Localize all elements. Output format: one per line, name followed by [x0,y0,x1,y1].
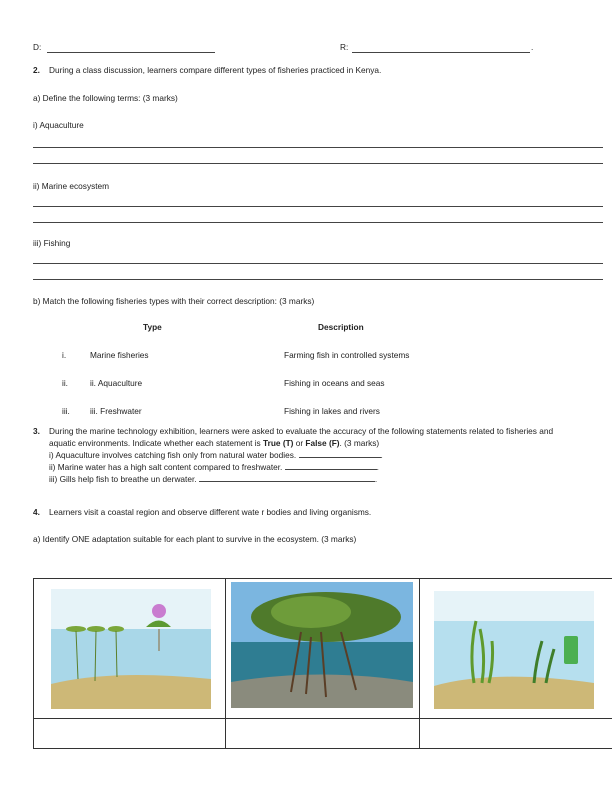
answer-line[interactable] [33,222,603,223]
text: . (3 marks) [339,438,380,448]
answer-blank[interactable] [285,462,377,470]
text: iii) Gills help fish to breathe un derwater. [49,474,197,484]
q2-part-b: b) Match the following fisheries types with their correct description: (3 marks) [33,296,315,306]
q2-stem: During a class discussion, learners compare different types of fisheries practiced in Kenya. [49,65,382,75]
q4-part-a: a) Identify ONE adaptation suitable for each plant to survive in the ecosystem. (3 marks) [33,534,357,544]
row-num: iii. [62,406,70,416]
row-desc: Fishing in oceans and seas [284,378,385,388]
statement-2: ii) Marine water has a high salt content compared to freshwater. . [49,462,379,472]
answer-line[interactable] [33,206,603,207]
r-answer-line[interactable] [352,52,530,53]
floating-plants-illustration [51,589,211,709]
row-num: ii. [62,378,68,388]
true-label: True (T) [263,438,294,448]
r-label: R: [340,42,349,52]
q2-part-a: a) Define the following terms: (3 marks) [33,93,178,103]
row-num: i. [62,350,67,360]
q4-number: 4. [33,507,40,517]
header-description: Description [318,322,364,332]
answer-line[interactable] [33,263,603,264]
text: aquatic environments. Indicate whether each statement is [49,438,263,448]
submerged-plants-illustration [434,591,594,709]
answer-line[interactable] [33,163,603,164]
d-answer-line[interactable] [47,52,215,53]
term-2: ii) Marine ecosystem [33,181,110,191]
statement-3: iii) Gills help fish to breathe un derwater. . [49,474,378,484]
answer-line[interactable] [33,147,603,148]
answer-cell-1[interactable] [33,718,226,749]
text: i) Aquaculture involves catching fish only from natural water bodies. [49,450,297,460]
row-desc: Fishing in lakes and rivers [284,406,380,416]
row-desc: Farming fish in controlled systems [284,350,410,360]
text: ii) Marine water has a high salt content compared to freshwater. [49,462,283,472]
answer-cell-3[interactable] [419,718,612,749]
answer-line[interactable] [33,279,603,280]
answer-cell-2[interactable] [225,718,420,749]
answer-blank[interactable] [199,474,375,482]
statement-1: i) Aquaculture involves catching fish only from natural water bodies. . [49,450,383,460]
header-type: Type [143,322,162,332]
mangrove-photo [231,582,413,708]
q3-line1: During the marine technology exhibition, learners were asked to evaluate the accuracy of the following statements related to fisheries and [49,426,554,436]
text: or [293,438,306,448]
false-label: False (F) [305,438,340,448]
q3-line2 [49,438,379,448]
answer-blank[interactable] [299,450,381,458]
d-label: D: [33,42,42,52]
q4-stem: Learners visit a coastal region and observe different wate r bodies and living organisms. [49,507,372,517]
q2-number: 2. [33,65,40,75]
image-cell-1 [33,578,226,719]
row-type: iii. Freshwater [90,406,142,416]
term-3: iii) Fishing [33,238,71,248]
image-cell-3 [419,578,612,719]
image-cell-2 [225,578,420,719]
q3-number: 3. [33,426,40,436]
period: . [531,42,534,52]
row-type: ii. Aquaculture [90,378,143,388]
row-type: Marine fisheries [90,350,149,360]
term-1: i) Aquaculture [33,120,84,130]
